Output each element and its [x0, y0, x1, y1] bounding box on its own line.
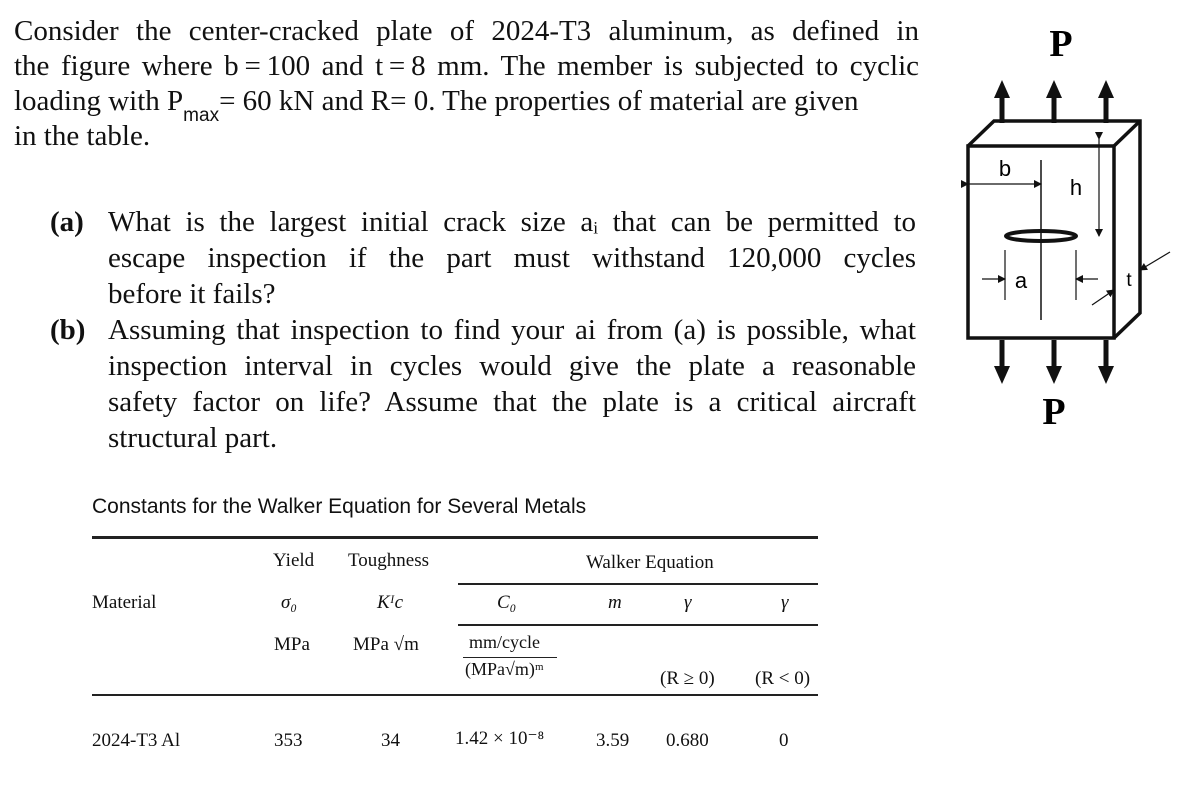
- header-bottom-rule: [92, 694, 818, 696]
- cell-gamma-neg: 0: [779, 730, 789, 751]
- question-b-line-2: inspection interval in cycles would give the plate a reasonable: [108, 350, 916, 382]
- question-b-line-4: structural part.: [108, 422, 278, 454]
- question-a-line-1: What is the largest initial crack size aᵢ that can be permitted to: [108, 206, 916, 238]
- header-yield: Yield: [273, 550, 315, 571]
- c0-unit-fraction-bar: [463, 657, 557, 658]
- unit-c0-numerator: mm/cycle: [469, 632, 540, 652]
- header-sigma: σ₀: [281, 592, 297, 613]
- question-b-line-3: safety factor on life? Assume that the plate is a critical aircraft: [108, 386, 916, 418]
- header-r-neg: (R < 0): [755, 668, 811, 689]
- unit-mpa: MPa: [274, 634, 310, 655]
- problem-line-3-post: = 60 kN and R= 0. The properties of material are given: [219, 85, 859, 117]
- header-toughness: Toughness: [348, 550, 430, 571]
- problem-line-2: the figure where b = 100 and t = 8 mm. The member is subjected to cyclic: [14, 50, 919, 82]
- header-m: m: [608, 592, 622, 613]
- load-top-label: P: [1049, 23, 1073, 65]
- header-gamma-neg: γ: [781, 592, 789, 613]
- header-mid-rule: [458, 624, 818, 626]
- unit-mpa-sqrt-m: MPa √m: [353, 634, 419, 655]
- question-b-label: (b): [50, 314, 86, 346]
- problem-line-3-pre: loading with P: [14, 85, 184, 117]
- cell-c0: 1.42 × 10⁻⁸: [455, 728, 545, 749]
- header-kic: Kᴵc: [377, 592, 404, 613]
- cell-gamma-pos: 0.680: [666, 730, 709, 751]
- cracked-plate-figure: [960, 10, 1175, 440]
- header-walker-equation: Walker Equation: [586, 552, 714, 573]
- cell-m: 3.59: [596, 730, 630, 751]
- header-gamma-pos: γ: [684, 592, 692, 613]
- question-a-label: (a): [50, 206, 84, 238]
- dim-t-label: t: [1126, 270, 1132, 291]
- pmax-subscript: max: [183, 105, 220, 126]
- question-a-line-2: escape inspection if the part must withstand 120,000 cycles: [108, 242, 916, 274]
- header-r-pos: (R ≥ 0): [660, 668, 715, 689]
- load-bottom-label: P: [1042, 391, 1066, 433]
- top-load-arrows: [994, 80, 1114, 123]
- header-material: Material: [92, 592, 157, 613]
- question-a-line-3: before it fails?: [108, 278, 276, 310]
- table-title: Constants for the Walker Equation for Several Metals: [92, 495, 587, 518]
- dim-h-label: h: [1069, 175, 1083, 200]
- cell-toughness: 34: [381, 730, 400, 751]
- cell-yield: 353: [274, 730, 303, 751]
- dim-b-label: b: [998, 156, 1012, 181]
- walker-group-rule: [458, 583, 818, 585]
- dim-a-label: a: [1014, 268, 1028, 293]
- problem-line-4: in the table.: [14, 120, 151, 152]
- table-top-rule: [92, 536, 818, 539]
- header-c0: C₀: [497, 592, 517, 613]
- cell-material: 2024-T3 Al: [92, 730, 181, 751]
- bottom-load-arrows: [994, 340, 1114, 384]
- problem-statement: [14, 14, 919, 154]
- question-b-line-1: Assuming that inspection to find your ai from (a) is possible, what: [108, 314, 916, 346]
- problem-line-3: [14, 84, 919, 126]
- unit-c0-denominator: (MPa√m)ᵐ: [465, 659, 544, 679]
- problem-line-1: Consider the center-cracked plate of 2024-T3 aluminum, as defined in: [14, 15, 919, 47]
